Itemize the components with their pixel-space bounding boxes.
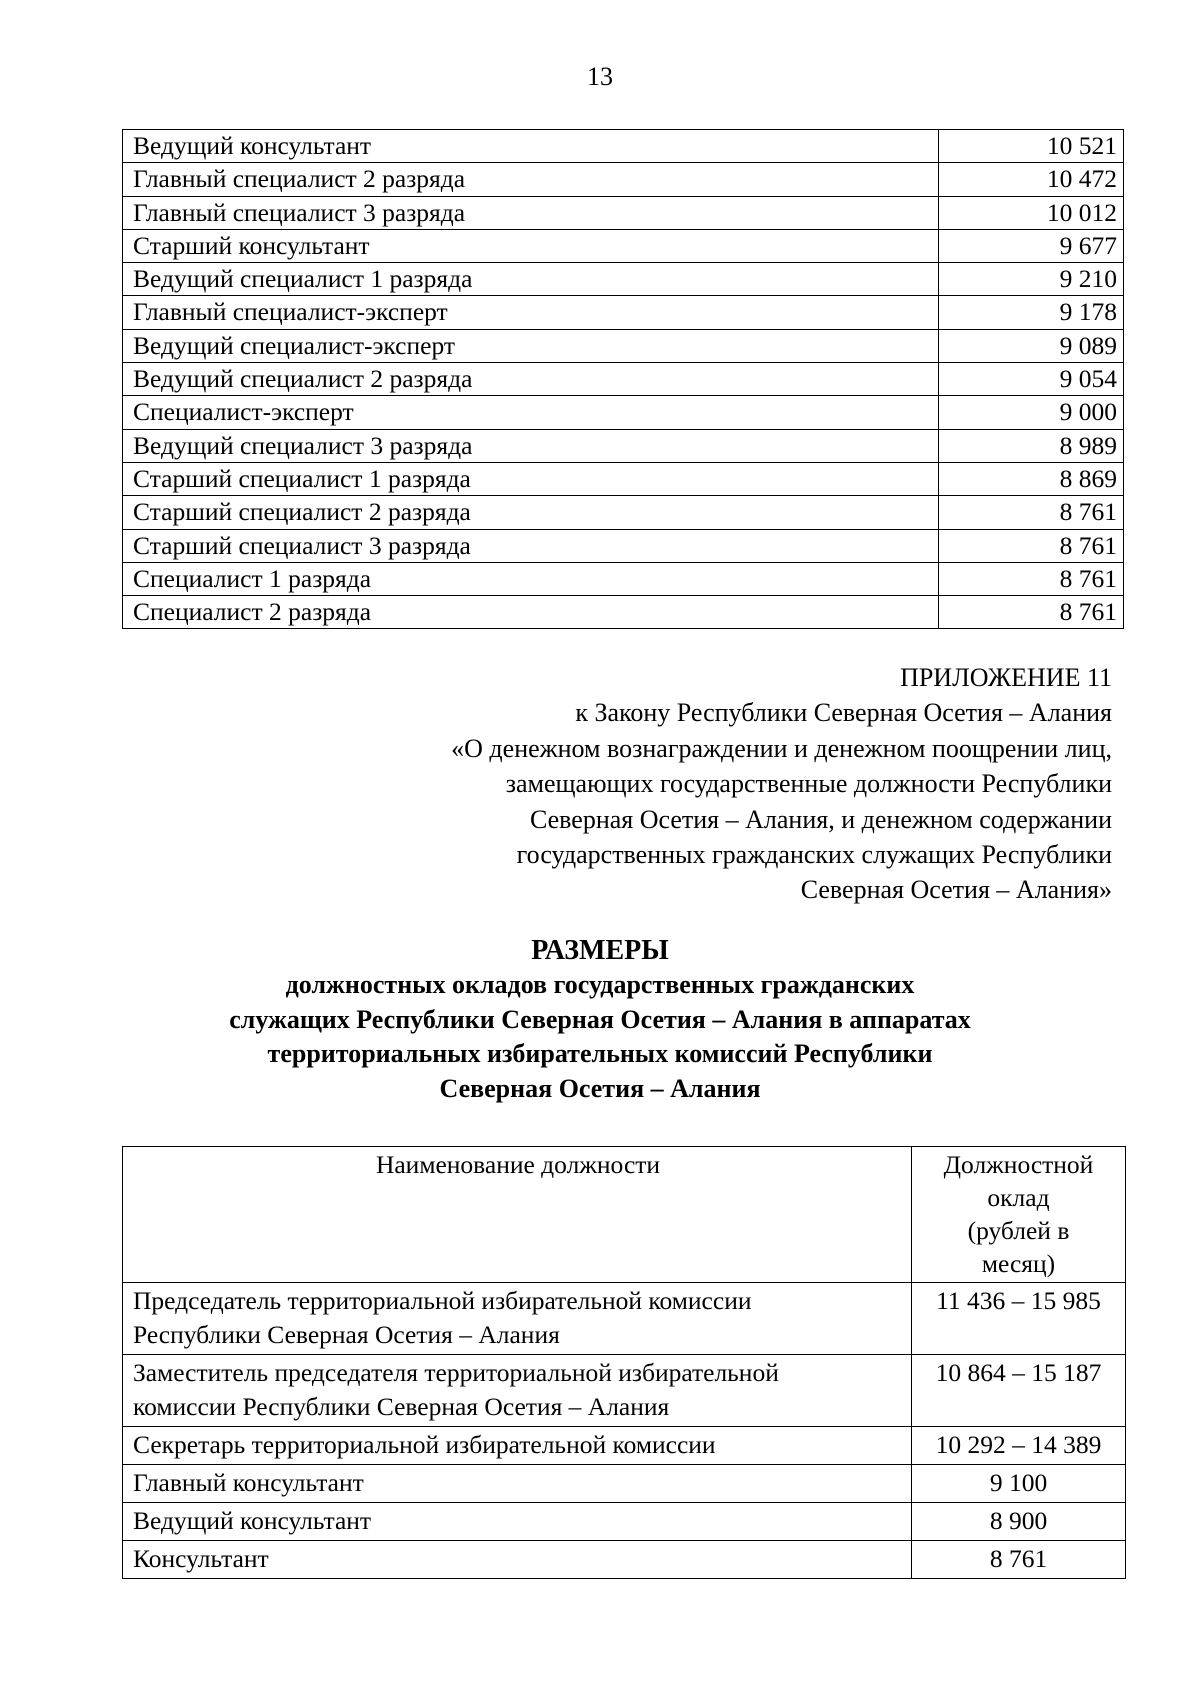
document-heading: [0, 934, 1200, 1106]
appendix-block: [451, 660, 1112, 908]
salary-cell: 9 178: [939, 296, 1124, 329]
appendix-line: государственных гражданских служащих Республики: [516, 840, 1112, 870]
position-cell: Ведущий консультант: [123, 1503, 912, 1541]
table-row: [123, 596, 1124, 629]
position-cell: Главный специалист-эксперт: [123, 296, 939, 329]
position-cell: Главный специалист 3 разряда: [123, 196, 939, 229]
heading-line: должностных окладов государственных гражданских: [285, 970, 915, 1000]
position-cell: Ведущий специалист 2 разряда: [123, 363, 939, 396]
salary-cell: 9 054: [939, 363, 1124, 396]
table-row: [123, 363, 1124, 396]
salary-cell: 10 012: [939, 196, 1124, 229]
salary-cell: 10 864 – 15 187: [912, 1355, 1126, 1427]
position-cell: Главный специалист 2 разряда: [123, 163, 939, 196]
heading-line: территориальных избирательных комиссий Республики: [267, 1039, 933, 1069]
table-row: [123, 1283, 1126, 1355]
salary-cell: 8 761: [939, 496, 1124, 529]
salary-cell: 9 089: [939, 329, 1124, 362]
table-row: [123, 163, 1124, 196]
salary-table: [122, 1146, 1126, 1579]
salary-cell: 9 210: [939, 263, 1124, 296]
position-cell: Специалист-эксперт: [123, 396, 939, 429]
position-cell: Ведущий консультант: [123, 130, 939, 163]
appendix-line: «О денежном вознаграждении и денежном поощрении лиц,: [451, 733, 1112, 763]
position-cell: Секретарь территориальной избирательной комиссии: [123, 1427, 912, 1465]
table-row: [123, 130, 1124, 163]
position-cell: Старший специалист 2 разряда: [123, 496, 939, 529]
salary-cell: 10 472: [939, 163, 1124, 196]
position-cell: Ведущий специалист 3 разряда: [123, 429, 939, 462]
table-row: [123, 396, 1124, 429]
appendix-line: к Закону Республики Северная Осетия – Алания: [575, 698, 1112, 728]
table-row: [123, 263, 1124, 296]
salary-cell: 10 521: [939, 130, 1124, 163]
table-row: [123, 429, 1124, 462]
continued-salary-table: [122, 129, 1124, 629]
salary-cell: 9 100: [912, 1465, 1126, 1503]
salary-cell: 10 292 – 14 389: [912, 1427, 1126, 1465]
appendix-line: замещающих государственные должности Республики: [505, 769, 1112, 799]
table-row: [123, 1465, 1126, 1503]
heading-title: РАЗМЕРЫ: [531, 935, 669, 966]
table-row: [123, 496, 1124, 529]
table-row: [123, 329, 1124, 362]
table-row: [123, 196, 1124, 229]
position-cell: Старший специалист 3 разряда: [123, 529, 939, 562]
header-salary: Должностной оклад (рублей в месяц): [912, 1147, 1126, 1283]
appendix-line: Северная Осетия – Алания, и денежном содержании: [529, 804, 1112, 834]
salary-cell: 8 761: [939, 529, 1124, 562]
salary-cell: 8 761: [912, 1541, 1126, 1579]
salary-cell: 9 677: [939, 229, 1124, 262]
table-row: [123, 1355, 1126, 1427]
position-cell: Председатель территориальной избирательной комиссии Республики Северная Осетия – Алания: [123, 1283, 912, 1355]
position-cell: Ведущий специалист-эксперт: [123, 329, 939, 362]
position-cell: Заместитель председателя территориальной избирательной комиссии Республики Северная Осетия – Алания: [123, 1355, 912, 1427]
page-number: 13: [587, 62, 613, 91]
salary-cell: 9 000: [939, 396, 1124, 429]
table-row: [123, 1503, 1126, 1541]
table-row: [123, 529, 1124, 562]
position-cell: Главный консультант: [123, 1465, 912, 1503]
heading-line: Северная Осетия – Алания: [439, 1073, 761, 1103]
position-cell: Специалист 1 разряда: [123, 562, 939, 595]
salary-cell: 8 989: [939, 429, 1124, 462]
table-row: [123, 462, 1124, 495]
table-row: [123, 1427, 1126, 1465]
position-cell: Старший консультант: [123, 229, 939, 262]
table-row: [123, 1541, 1126, 1579]
heading-line: служащих Республики Северная Осетия – Алания в аппаратах: [229, 1004, 971, 1034]
appendix-title: ПРИЛОЖЕНИЕ 11: [900, 663, 1112, 692]
position-cell: Консультант: [123, 1541, 912, 1579]
position-cell: Специалист 2 разряда: [123, 596, 939, 629]
salary-cell: 8 869: [939, 462, 1124, 495]
salary-cell: 8 761: [939, 596, 1124, 629]
appendix-line: Северная Осетия – Алания»: [800, 875, 1112, 905]
table-row: [123, 562, 1124, 595]
salary-cell: 11 436 – 15 985: [912, 1283, 1126, 1355]
salary-cell: 8 900: [912, 1503, 1126, 1541]
table-header-row: [123, 1147, 1126, 1283]
header-position: Наименование должности: [123, 1147, 912, 1283]
table-row: [123, 229, 1124, 262]
position-cell: Старший специалист 1 разряда: [123, 462, 939, 495]
table-row: [123, 296, 1124, 329]
position-cell: Ведущий специалист 1 разряда: [123, 263, 939, 296]
salary-cell: 8 761: [939, 562, 1124, 595]
